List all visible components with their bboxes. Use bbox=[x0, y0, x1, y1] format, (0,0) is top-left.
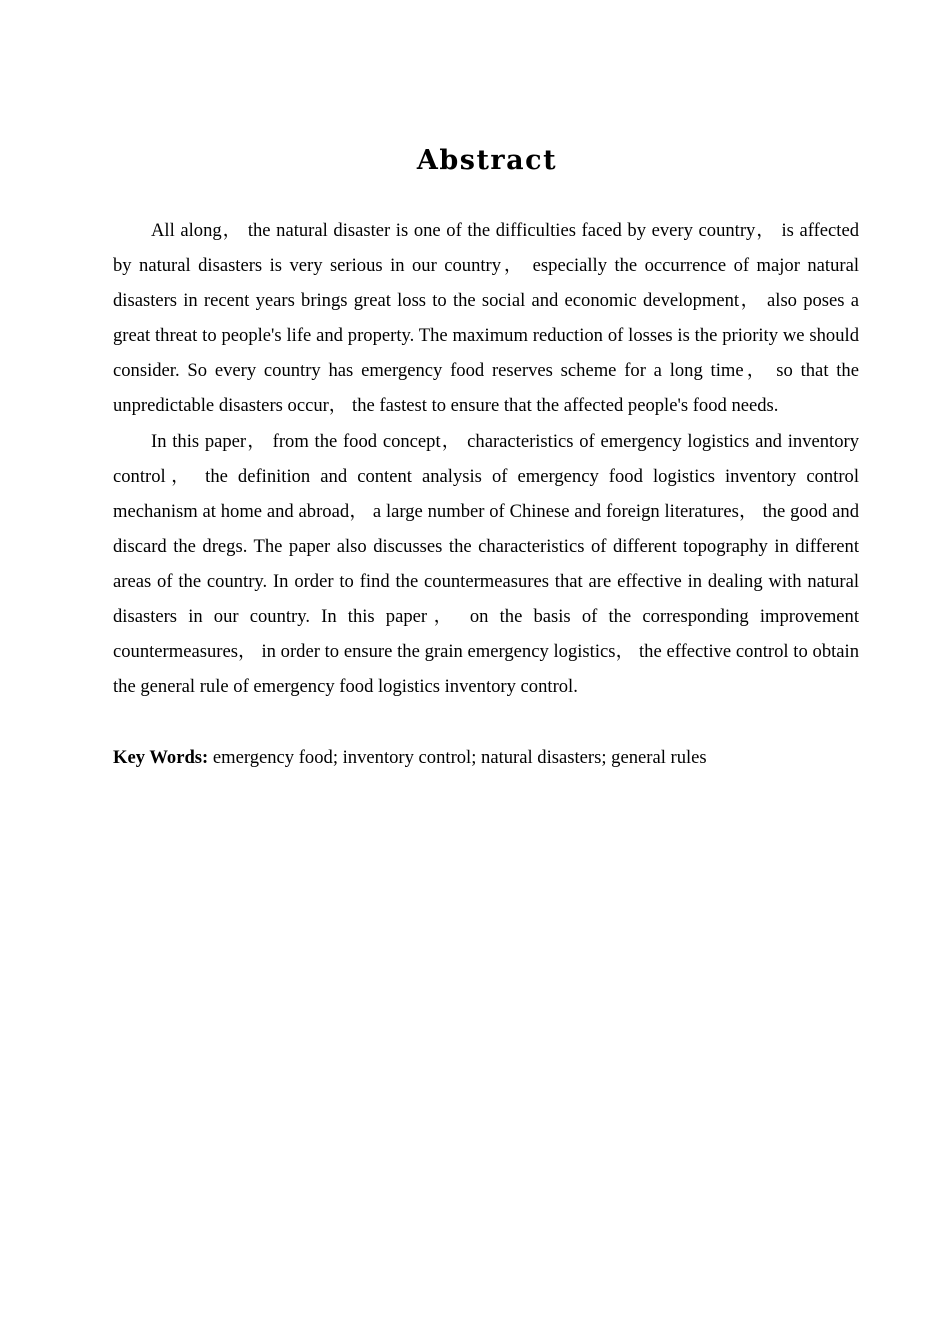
abstract-paragraph-1: All along， the natural disaster is one of the difficulties faced by every country， is affected by natural disasters is very serious in our country， especially the occurrence of major natural disasters in recent years brings great loss to the social and economic development， also poses a great threat to people's life and property. The maximum reduction of losses is the priority we should consider. So every country has emergency food reserves scheme for a long time， so that the unpredictable disasters occur， the fastest to ensure that the affected people's food needs. bbox=[113, 220, 859, 417]
keywords-list: emergency food; inventory control; natural disasters; general rules bbox=[212, 747, 707, 768]
keywords-line bbox=[113, 740, 859, 775]
abstract-body bbox=[113, 213, 859, 704]
page-title: Abstract bbox=[416, 145, 558, 176]
abstract-paragraph-2: In this paper， from the food concept， characteristics of emergency logistics and inventory control， the definition and content analysis of emergency food logistics inventory control mechanism at home and abroad， a large number of Chinese and foreign literatures， the good and discard the dregs. The paper also discusses the characteristics of different topography in different areas of the country. In order to find the countermeasures that are effective in dealing with natural disasters in our country. In this paper， on the basis of the corresponding improvement countermeasures， in order to ensure the grain emergency logistics， the effective control to obtain the general rule of emergency food logistics inventory control. bbox=[113, 430, 859, 698]
keywords-label: Key Words: bbox=[113, 747, 209, 768]
